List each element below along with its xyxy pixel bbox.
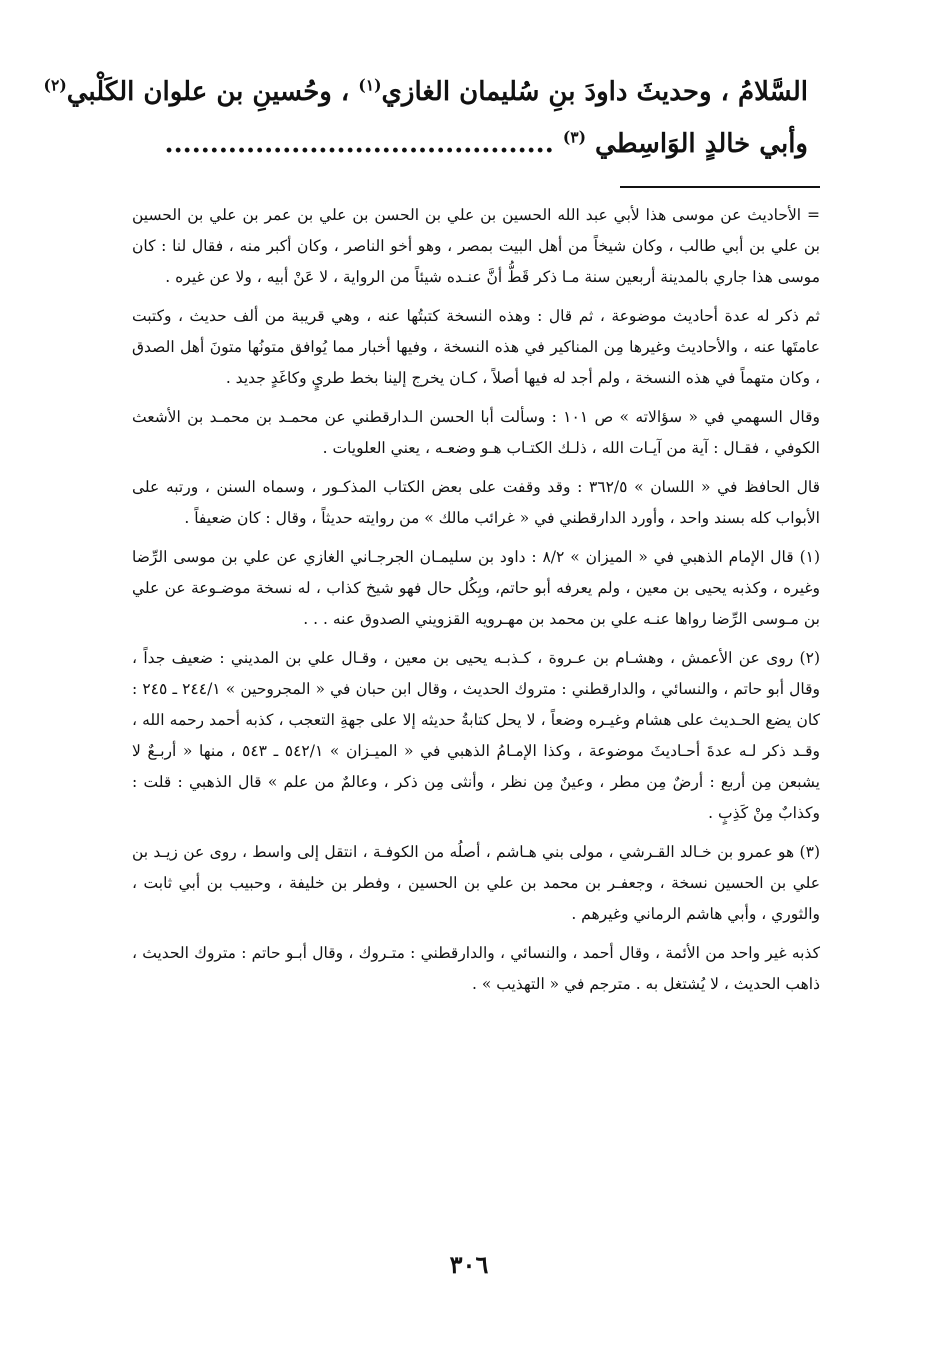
main-line-2 (120, 118, 808, 170)
footnote-2-text: روى عن الأعمش ، وهشـام بن عـروة ، كـذبـه يحيى بن معين ، وقـال علي بن المديني : ضعيف جداً ، وقال أبو حاتم ، والنسائي ، والدارقطني : متروك الحديث ، وقال ابن حبان في « المجروحين » ٢٤٤/١ ـ ٢٤٥ : كان يضع الحـديث على هشام وغيـره وضعاً ، لا يحل كتابةُ حديثه إلا على جهةِ التعجب ، كذبه أحمد رحمه الله ، وقـد ذكر لـه عدةَ أحـاديثَ موضوعة ، وكذا الإمـامُ الذهبي في « الميـزان » ٥٤٢/١ ـ ٥٤٣ ، منها « أربـعٌ لا يشبعن مِن أربع : أرضٌ مِن مطر ، وعينٌ مِن نظر ، وأنثى مِن ذكر ، وعالمٌ من علم » قال الذهبي : قلت : وكذابٌ مِنْ كَذِبٍ . (132, 649, 820, 822)
ellipsis-dots: ........................................... (164, 129, 563, 159)
footnote-continuation-2: ثم ذكر له عدة أحاديث موضوعة ، ثم قال : وهذه النسخة كتبتُها عنه ، وهي قريبة من ألف حديث ، وكتبت عامتَها عنه ، والأحاديث وغيرها مِن المناكير في هذه النسخة ، وفيها أخبار مما يُوافق متونُها متونَ أهل الصدق ، وكان متهماً في هذه النسخة ، ولم أجد له فيها أصلاً ، كـان يخرج إلينا بخط طريٍ وكاغَدٍ جديد . (132, 307, 820, 387)
footnote-1-marker: (١) (799, 548, 821, 566)
main-line-2-part-1: وأبي خالدٍ الوَاسِطي (586, 129, 808, 159)
main-line-1-part-1: السَّلامُ ، وحديثَ داودَ بنِ سُليمان الغازي (381, 77, 808, 107)
footnote-separator (620, 186, 820, 188)
footnote-ref-3: (٣) (562, 127, 586, 147)
main-line-1-part-2: ، وحُسينِ بن علوان الكَلْبي (66, 77, 359, 107)
footnote-ref-1: (١) (358, 75, 382, 95)
page-number: ٣٠٦ (449, 1250, 489, 1279)
footnote-2-marker: (٢) (799, 649, 820, 667)
footnote-1-text: قال الإمام الذهبي في « الميزان » ٨/٢ : داود بن سليمـان الجرجـاني الغازي عن علي بن موسى الرِّضا وغيره ، وكذبه يحيى بن معين ، ولم يعرفه أبو حاتم، وبِكُل حال فهو شيخ كذاب ، له نسخة موضـوعة عن علي بن مـوسى الرِّضا رواها عنـه علي بن محمد بن مهـرويه القزويني الصدوق عنه . . . (132, 548, 820, 628)
main-text (43, 66, 808, 170)
footnote-continuation-4: قال الحافظ في « اللسان » ٣٦٢/٥ : وقد وقفت على بعض الكتاب المذكـور ، وسماه السنن ، ورتبه على الأبواب كله بسند واحد ، وأورد الدارقطني في « غرائب مالك » من روايته حديثاً ، وقال : كان ضعيفاً . (132, 478, 820, 527)
footnote-continuation-1: = الأحاديث عن موسى هذا لأبي عبد الله الحسين بن علي بن الحسن بن علي بن عمر بن علي بن الحسين بن علي بن أبي طالب ، وكان شيخاً من أهل البيت بمصر ، وهو أخو الناصر ، وكان أكبر منه ، فقال لنا : كان موسى هذا جاري بالمدينة أربعين سنة مـا ذكر قَطُّ أنَّ عنـده شيئاً من الرواية ، لا عَنْ أبيه ، ولا عن غيره . (132, 206, 820, 286)
footnote-3-paragraph-2: كذبه غير واحد من الأئمة ، وقال أحمد ، والنسائي ، والدارقطني : متـروك ، وقال أبـو حاتم : متروك الحديث ، ذاهب الحديث ، لا يُشتغل به . مترجم في « التهذيب » . (132, 944, 820, 993)
footnote-2 (132, 643, 820, 829)
footnote-1 (132, 542, 820, 635)
footnote-3-marker: (٣) (799, 843, 820, 861)
main-line-1 (43, 66, 808, 118)
footnote-3-text: هو عمرو بن خـالد القـرشي ، مولى بني هـاشم ، أصلُه من الكوفـة ، انتقل إلى واسط ، روى عن زيـد بن علي بن الحسين نسخة ، وجعفـر بن محمد بن علي بن الحسين ، وفطر بن خليفة ، وحبيب بن أبي ثابت ، والثوري ، وأبي هاشم الرماني وغيرهم . (132, 843, 820, 923)
footnotes (132, 200, 820, 1008)
footnote-continuation-3: وقال السهمي في « سؤالاته » ص ١٠١ : وسألت أبا الحسن الـدارقطني عن محمـد بن محمـد بن الأشعث الكوفي ، فقـال : آية من آيـات الله ، ذلـك الكتـاب هـو وضعـه ، يعني العلويات . (132, 408, 820, 457)
footnote-ref-2: (٢) (43, 75, 67, 95)
footnote-3 (132, 837, 820, 930)
